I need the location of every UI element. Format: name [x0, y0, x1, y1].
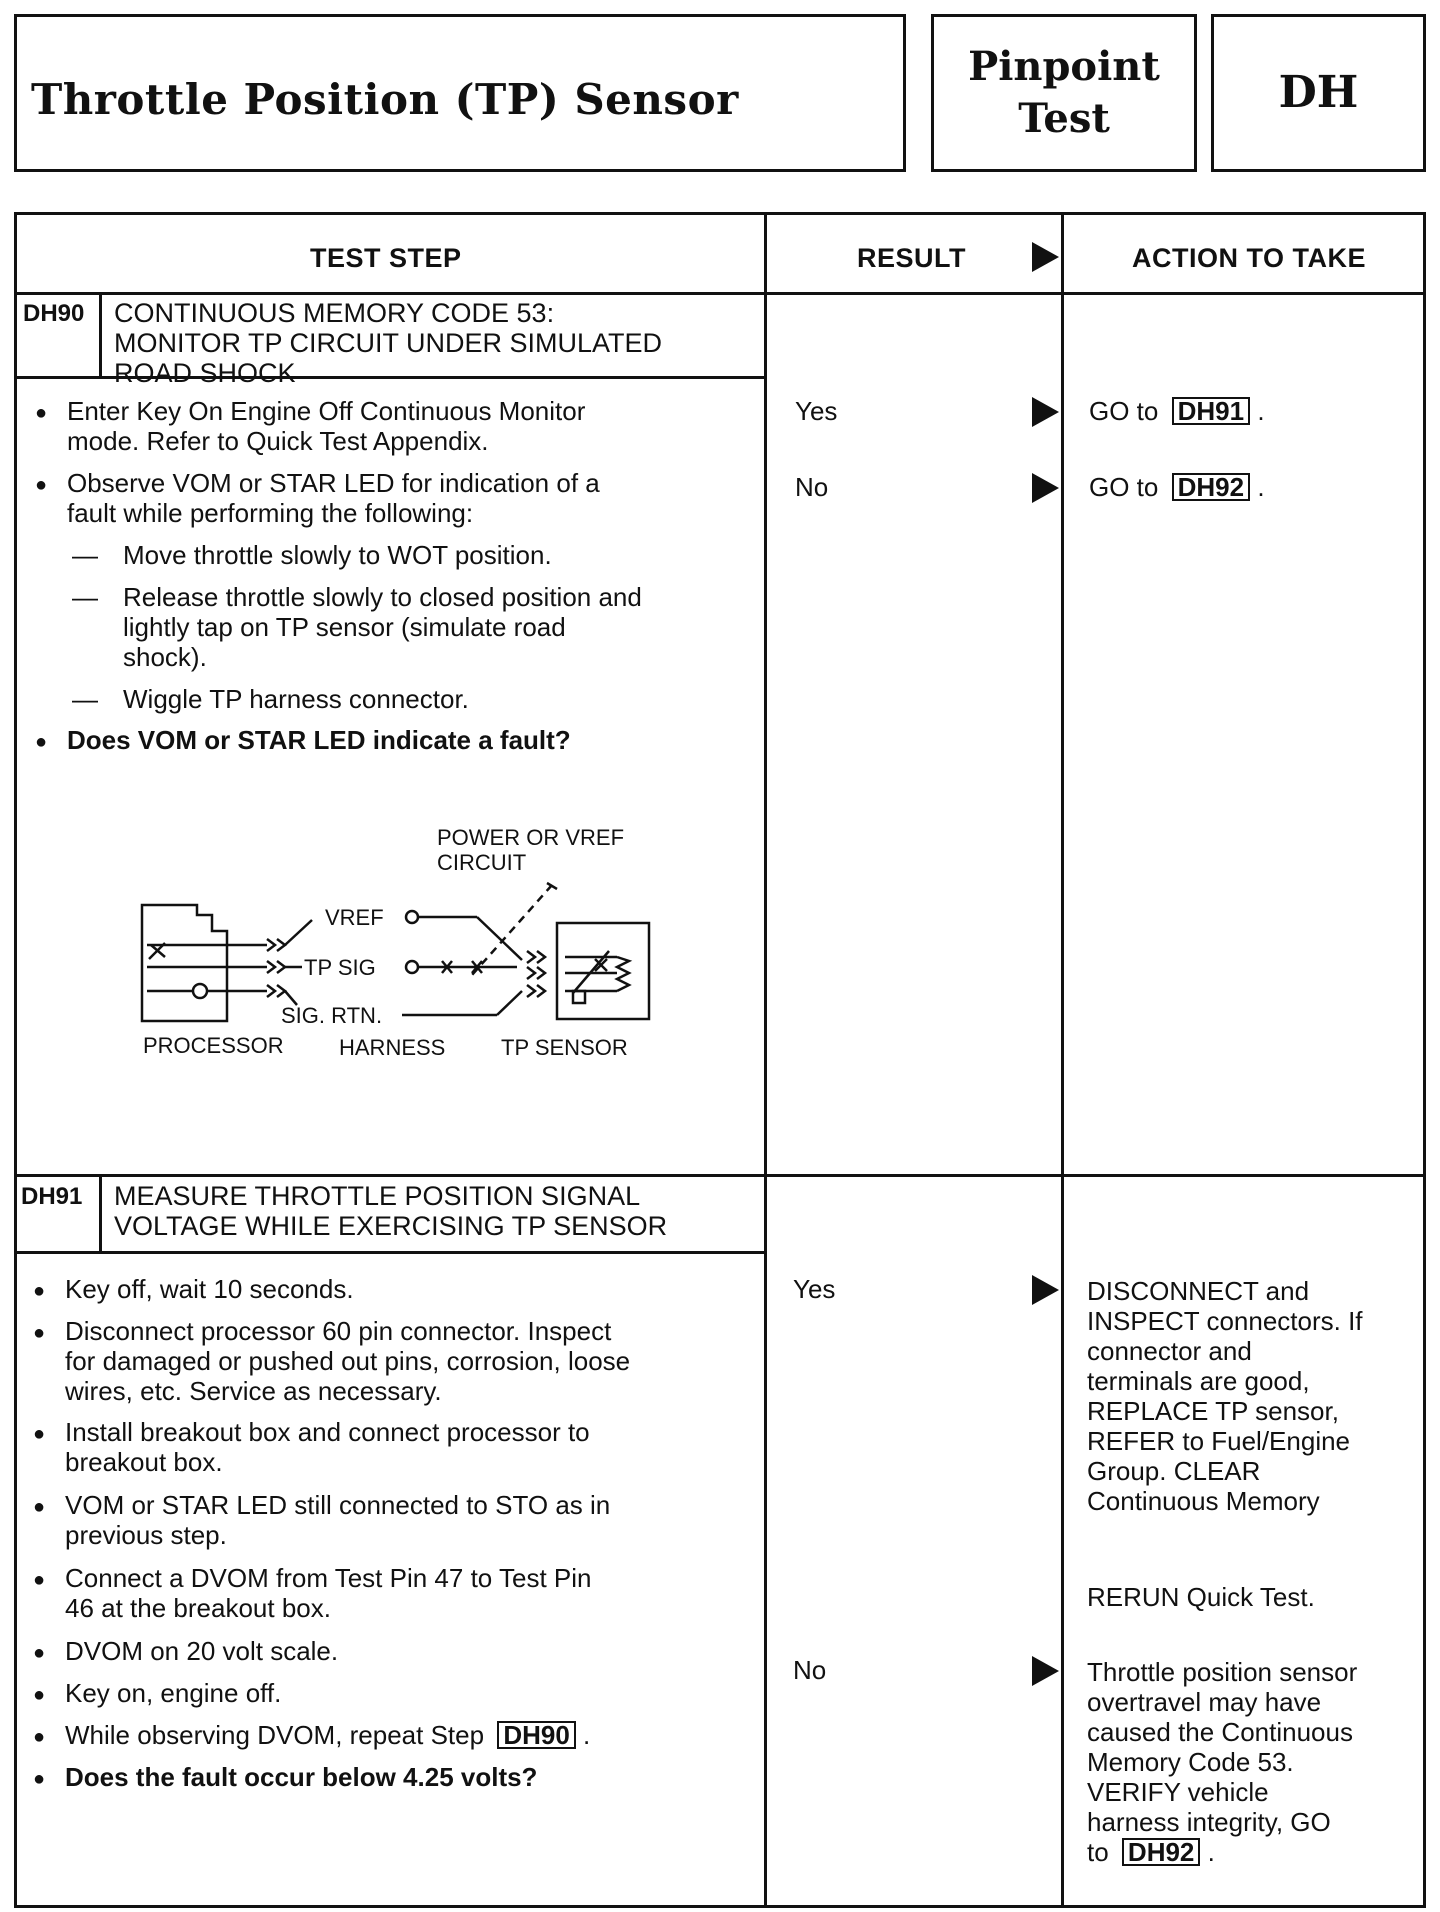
col-header-result: RESULT — [857, 243, 966, 273]
dh91-step-2 — [65, 1316, 630, 1406]
dash-icon: — — [72, 540, 98, 570]
bullet-icon: ● — [33, 1569, 46, 1591]
dh91-action-no-line — [1087, 1837, 1357, 1867]
dh91-question: Does the fault occur below 4.25 volts? — [65, 1762, 538, 1792]
result-arrow-icon — [1032, 1656, 1059, 1686]
dh91-id-divider — [99, 1174, 102, 1254]
bullet-icon: ● — [35, 731, 48, 753]
col-divider-result — [764, 215, 767, 1905]
dh90-substep-2-line: Release throttle slowly to closed position and — [123, 582, 642, 612]
dh91-step-2-line: wires, etc. Service as necessary. — [65, 1376, 442, 1406]
test-type-box — [931, 14, 1197, 172]
dh91-step-2-line: Disconnect processor 60 pin connector. Inspect — [65, 1316, 612, 1346]
dh91-title-line: MEASURE THROTTLE POSITION SIGNAL — [114, 1181, 641, 1211]
diagram-power-label-line: POWER OR VREF — [437, 825, 625, 850]
dash-icon: — — [72, 582, 98, 612]
page-title: Throttle Position (TP) Sensor — [31, 75, 739, 124]
action-text: to — [1087, 1837, 1109, 1867]
dh91-action-rerun: RERUN Quick Test. — [1087, 1582, 1315, 1612]
dh90-step-1-line: mode. Refer to Quick Test Appendix. — [67, 426, 489, 456]
dh91-action-yes-line: REPLACE TP sensor, — [1087, 1396, 1339, 1426]
col-header-action: ACTION TO TAKE — [1132, 243, 1366, 273]
bullet-icon: ● — [33, 1423, 46, 1445]
harness-vref-lead — [285, 920, 312, 945]
bullet-icon: ● — [33, 1684, 46, 1706]
dh91-step-6-line: DVOM on 20 volt scale. — [65, 1636, 339, 1666]
dh90-result-yes: Yes — [795, 396, 838, 426]
step-ref-dh90[interactable]: DH90 — [497, 1721, 575, 1749]
vref-terminal — [406, 911, 418, 923]
dh91-step-6 — [65, 1636, 338, 1666]
dh91-step-2-line: for damaged or pushed out pins, corrosion, loose — [65, 1346, 631, 1376]
dh90-result-no: No — [795, 472, 829, 502]
bullet-icon: ● — [33, 1280, 46, 1302]
dh91-action-no-line: Throttle position sensor — [1087, 1657, 1358, 1687]
header-arrow-icon — [1032, 242, 1059, 272]
action-text: . — [1207, 1837, 1215, 1867]
processor-outline — [142, 905, 227, 1021]
dh91-action-yes-line: connector and — [1087, 1336, 1252, 1366]
dh91-step-3 — [65, 1417, 590, 1477]
dh90-step-1-line: Enter Key On Engine Off Continuous Monitor — [67, 396, 586, 426]
dh91-step-5-line: 46 at the breakout box. — [65, 1593, 331, 1623]
dh91-step-8-text: While observing DVOM, repeat Step — [65, 1720, 485, 1750]
tp-sensor-outline — [557, 923, 649, 1019]
dh91-step-7 — [65, 1678, 281, 1708]
dh91-action-yes — [1087, 1276, 1363, 1516]
dh91-result-no: No — [793, 1655, 827, 1685]
sensor-resistor — [617, 957, 629, 991]
dh91-step-4 — [65, 1490, 610, 1550]
dh91-action-yes-line: Group. CLEAR — [1087, 1456, 1261, 1486]
dh91-step-5-line: Connect a DVOM from Test Pin 47 to Test Pin — [65, 1563, 592, 1593]
connector-chevron — [527, 967, 545, 979]
dh91-step-5 — [65, 1563, 592, 1623]
bullet-icon: ● — [33, 1496, 46, 1518]
diagram-tpsensor-label: TP SENSOR — [501, 1035, 628, 1060]
action-text: . — [1257, 472, 1265, 502]
col-divider-action — [1061, 215, 1064, 1905]
dh91-action-no — [1087, 1657, 1357, 1867]
bullet-icon: ● — [35, 474, 48, 496]
dh91-title-line: VOLTAGE WHILE EXERCISING TP SENSOR — [114, 1211, 668, 1241]
dh91-section-divider — [17, 1174, 1423, 1177]
step-ref-dh92[interactable]: DH92 — [1172, 473, 1250, 501]
dh90-title-line: MONITOR TP CIRCUIT UNDER SIMULATED — [114, 328, 663, 358]
step-ref-dh92[interactable]: DH92 — [1122, 1838, 1200, 1866]
pinpoint-table — [14, 212, 1426, 1908]
test-type-label — [934, 41, 1194, 145]
result-arrow-icon — [1032, 473, 1059, 503]
dh91-result-yes: Yes — [793, 1274, 836, 1304]
diagram-processor-label: PROCESSOR — [143, 1033, 284, 1058]
dh91-action-yes-line: INSPECT connectors. If — [1087, 1306, 1363, 1336]
col-header-test-step: TEST STEP — [310, 243, 462, 273]
connector-chevron — [267, 985, 285, 997]
dh91-action-yes-line: REFER to Fuel/Engine — [1087, 1426, 1351, 1456]
dh91-step-3-line: breakout box. — [65, 1447, 223, 1477]
action-text: GO to — [1089, 396, 1159, 426]
dh90-substep-2-line: shock). — [123, 642, 207, 672]
dh91-action-yes-line: DISCONNECT and — [1087, 1276, 1310, 1306]
step-ref-dh91[interactable]: DH91 — [1172, 397, 1250, 425]
dh91-title-divider — [17, 1251, 765, 1254]
tpsig-terminal — [406, 961, 418, 973]
dh91-step-7-line: Key on, engine off. — [65, 1678, 282, 1708]
dh91-step-1-line: Key off, wait 10 seconds. — [65, 1274, 354, 1304]
dash-icon: — — [72, 684, 98, 714]
dh91-step-1 — [65, 1274, 354, 1304]
dh91-title — [114, 1181, 667, 1241]
dh91-action-yes-line: Continuous Memory — [1087, 1486, 1320, 1516]
dh90-substep-2-line: lightly tap on TP sensor (simulate road — [123, 612, 566, 642]
dh91-step-3-line: Install breakout box and connect processor to — [65, 1417, 590, 1447]
dh91-step-8-text: . — [583, 1720, 591, 1750]
dh90-action-no — [1089, 472, 1265, 502]
connector-chevron — [527, 951, 545, 963]
test-type-line-1: Pinpoint — [968, 43, 1160, 90]
dh90-action-yes — [1089, 396, 1265, 426]
tp-circuit-diagram — [17, 215, 757, 1065]
connector-chevron — [267, 939, 285, 951]
diagram-tpsig-label: TP SIG — [304, 955, 376, 980]
dh91-action-no-line: Memory Code 53. — [1087, 1747, 1294, 1777]
bullet-icon: ● — [35, 402, 48, 424]
dh90-step-2-line: fault while performing the following: — [67, 498, 474, 528]
dh91-action-no-line: caused the Continuous — [1087, 1717, 1353, 1747]
dh90-title-line: CONTINUOUS MEMORY CODE 53: — [114, 298, 555, 328]
bullet-icon: ● — [33, 1322, 46, 1344]
dh91-step-4-line: previous step. — [65, 1520, 227, 1550]
dh90-substep-3-line: Wiggle TP harness connector. — [123, 684, 469, 714]
dh91-step-4-line: VOM or STAR LED still connected to STO as in — [65, 1490, 611, 1520]
result-arrow-icon — [1032, 1275, 1059, 1305]
dh90-title-line: ROAD SHOCK — [114, 358, 296, 388]
diagram-power-label-line: CIRCUIT — [437, 850, 527, 875]
diagram-harness-label: HARNESS — [339, 1035, 446, 1060]
dh91-action-no-line: harness integrity, GO — [1087, 1807, 1331, 1837]
test-type-line-2: Test — [1018, 95, 1110, 142]
action-text: . — [1257, 396, 1265, 426]
test-code-box — [1211, 14, 1426, 172]
dh91-action-no-line: overtravel may have — [1087, 1687, 1322, 1717]
connector-chevron — [267, 961, 285, 973]
diagram-sigrtn-label: SIG. RTN. — [281, 1003, 383, 1028]
dh91-action-yes-line: terminals are good, — [1087, 1366, 1310, 1396]
step-id-dh91: DH91 — [21, 1183, 83, 1210]
dh90-substep-1-line: Move throttle slowly to WOT position. — [123, 540, 552, 570]
bullet-icon: ● — [33, 1726, 46, 1748]
connector-chevron — [527, 985, 545, 997]
bullet-icon: ● — [33, 1768, 46, 1790]
step-id-dh90: DH90 — [23, 300, 85, 327]
result-arrow-icon — [1032, 397, 1059, 427]
processor-terminal — [193, 984, 207, 998]
test-code: DH — [1278, 67, 1359, 118]
dh90-step-2-line: Observe VOM or STAR LED for indication of a — [67, 468, 600, 498]
title-box — [14, 14, 906, 172]
bullet-icon: ● — [33, 1642, 46, 1664]
dh90-question: Does VOM or STAR LED indicate a fault? — [67, 725, 571, 755]
dh91-step-8 — [65, 1720, 590, 1750]
diagram-vref-label: VREF — [325, 905, 384, 930]
dh91-action-no-line: VERIFY vehicle — [1087, 1777, 1269, 1807]
action-text: GO to — [1089, 472, 1159, 502]
